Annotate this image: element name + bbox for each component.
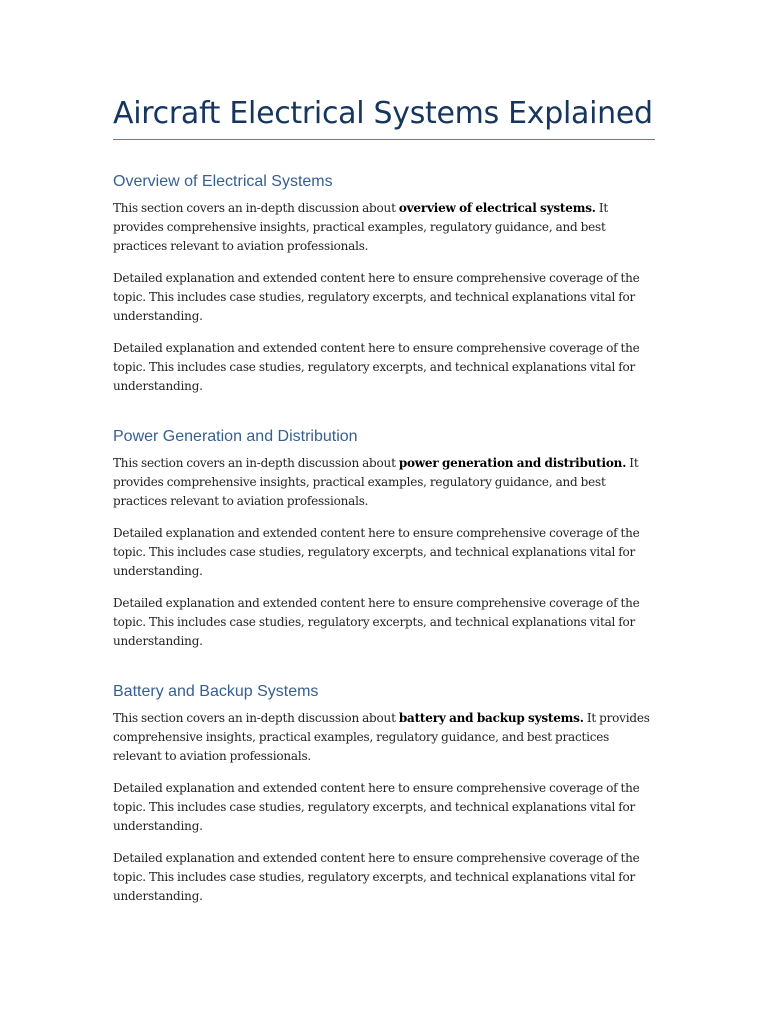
section-intro (113, 199, 655, 256)
section-paragraph: Detailed explanation and extended content here to ensure comprehensive coverage of the topic. This includes case studies, regulatory excerpts, and technical explanations vital for understanding. (113, 781, 640, 833)
section-power-generation (113, 426, 655, 651)
section-heading: Power Generation and Distribution (113, 428, 358, 445)
section-paragraph: Detailed explanation and extended content here to ensure comprehensive coverage of the topic. This includes case studies, regulatory excerpts, and technical explanations vital for understanding. (113, 341, 640, 393)
section-intro (113, 454, 655, 511)
intro-text-rest: It provides comprehensive insights, practical examples, regulatory guidance, and best practices relevant to aviation professionals. (113, 711, 650, 763)
intro-bold-topic: power generation and distribution. (398, 456, 627, 470)
intro-text-rest: It provides comprehensive insights, practical examples, regulatory guidance, and best practices relevant to aviation professionals. (113, 456, 639, 508)
section-intro (113, 709, 655, 766)
intro-text: This section covers an in-depth discussion about (113, 456, 399, 470)
intro-bold-topic: battery and backup systems. (398, 711, 584, 725)
section-battery-backup (113, 681, 655, 906)
section-paragraph: Detailed explanation and extended content here to ensure comprehensive coverage of the topic. This includes case studies, regulatory excerpts, and technical explanations vital for understanding. (113, 596, 640, 648)
section-paragraph: Detailed explanation and extended content here to ensure comprehensive coverage of the topic. This includes case studies, regulatory excerpts, and technical explanations vital for understanding. (113, 851, 640, 903)
intro-text: This section covers an in-depth discussion about (113, 711, 399, 725)
section-heading: Battery and Backup Systems (113, 683, 319, 700)
title-underline (113, 139, 655, 140)
intro-text: This section covers an in-depth discussion about (113, 201, 399, 215)
intro-bold-topic: overview of electrical systems. (398, 201, 596, 215)
section-heading: Overview of Electrical Systems (113, 173, 333, 190)
section-paragraph: Detailed explanation and extended content here to ensure comprehensive coverage of the topic. This includes case studies, regulatory excerpts, and technical explanations vital for understanding. (113, 271, 640, 323)
document-title: Aircraft Electrical Systems Explained (113, 96, 653, 131)
section-paragraph: Detailed explanation and extended content here to ensure comprehensive coverage of the topic. This includes case studies, regulatory excerpts, and technical explanations vital for understanding. (113, 526, 640, 578)
section-overview (113, 171, 655, 396)
intro-text-rest: It provides comprehensive insights, practical examples, regulatory guidance, and best practices relevant to aviation professionals. (113, 201, 609, 253)
